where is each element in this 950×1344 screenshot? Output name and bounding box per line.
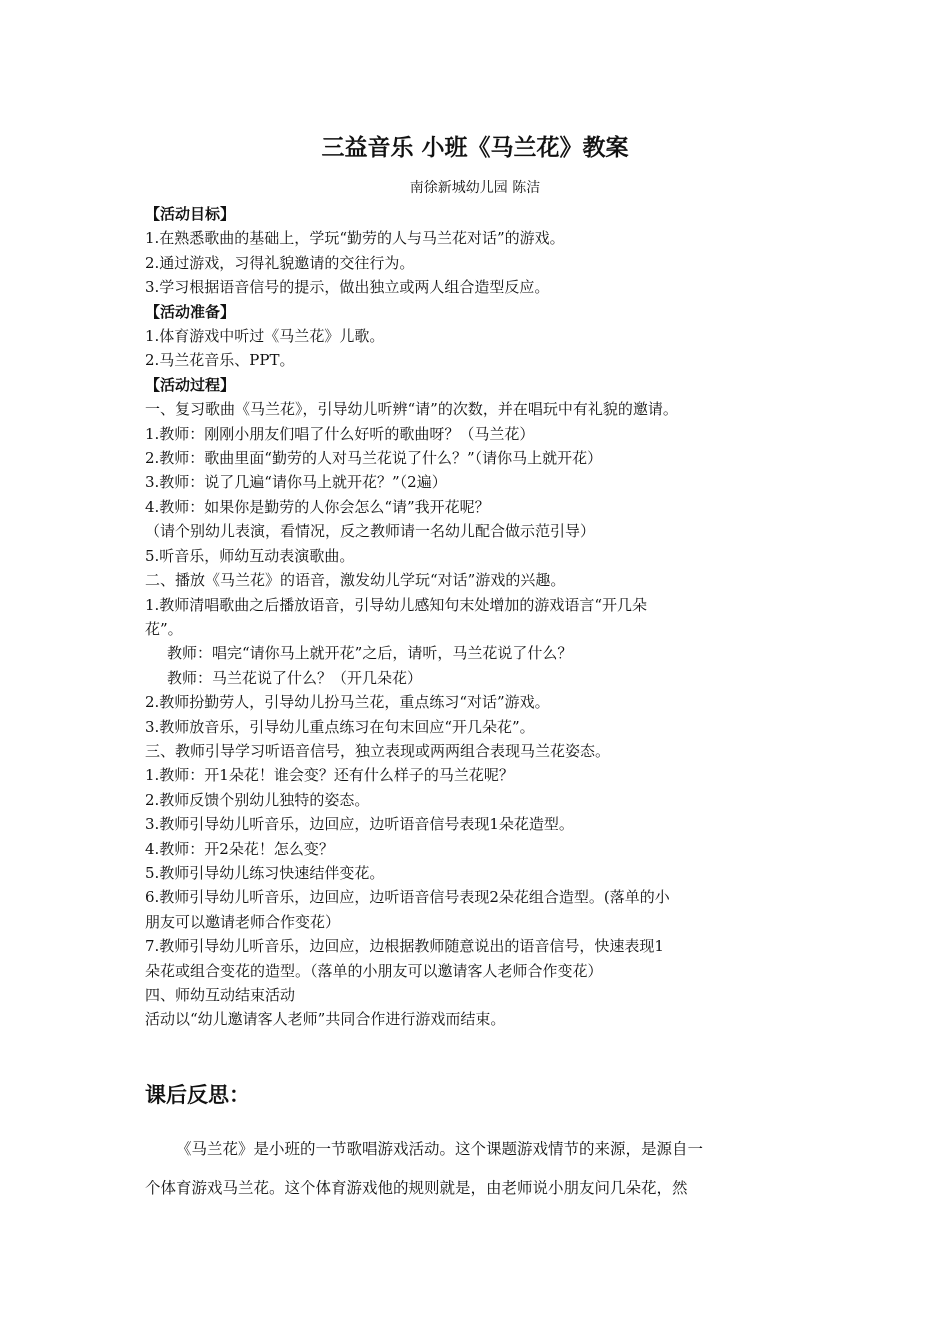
text-line: 2.教师扮勤劳人，引导幼儿扮马兰花，重点练习“对话”游戏。 <box>145 693 550 712</box>
text-line: 四、师幼互动结束活动 <box>145 986 296 1004</box>
text-line: 3.教师引导幼儿听音乐，边回应，边听语音信号表现1朵花造型。 <box>145 815 574 834</box>
text-line: 一、复习歌曲《马兰花》，引导幼儿听辨“请”的次数，并在唱玩中有礼貌的邀请。 <box>145 400 678 419</box>
text-line: 活动以“幼儿邀请客人老师”共同合作进行游戏而结束。 <box>145 1010 506 1029</box>
text-line: 1.教师：刚刚小朋友们唱了什么好听的歌曲呀？（马兰花） <box>145 424 535 443</box>
text-line: 1.教师清唱歌曲之后播放语音，引导幼儿感知句末处增加的游戏语言“开几朵 <box>145 595 647 614</box>
text-line: 1.在熟悉歌曲的基础上，学玩“勤劳的人与马兰花对话”的游戏。 <box>145 229 565 248</box>
section-heading: 【活动过程】 <box>145 375 236 394</box>
document-author: 南徐新城幼儿园 陈洁 <box>409 180 541 196</box>
text-line: 2.马兰花音乐、PPT。 <box>145 351 295 370</box>
text-line: 朋友可以邀请老师合作变花） <box>145 912 341 931</box>
text-line: 2.通过游戏，习得礼貌邀请的交往行为。 <box>145 253 415 272</box>
text-line: 2.教师：歌曲里面“勤劳的人对马兰花说了什么？”（请你马上就开花） <box>145 449 603 468</box>
text-line: 1.体育游戏中听过《马兰花》儿歌。 <box>145 327 385 346</box>
text-line: 教师：马兰花说了什么？（开几朵花） <box>167 668 423 687</box>
text-line: 5.教师引导幼儿练习快速结伴变花。 <box>145 863 385 882</box>
reflection-line: 《马兰花》是小班的一节歌唱游戏活动。这个课题游戏情节的来源，是源自一 <box>176 1140 704 1158</box>
document-title: 三益音乐 小班《马兰花》教案 <box>321 135 629 161</box>
text-line: 花”。 <box>145 619 183 638</box>
text-line: 6.教师引导幼儿听音乐，边回应，边听语音信号表现2朵花组合造型。(落单的小 <box>145 888 670 907</box>
text-line: 5.听音乐，师幼互动表演歌曲。 <box>145 546 355 565</box>
text-line: 三、教师引导学习听语音信号，独立表现或两两组合表现马兰花姿态。 <box>145 741 611 760</box>
text-line: 朵花或组合变花的造型。（落单的小朋友可以邀请客人老师合作变花） <box>145 961 603 980</box>
text-line: 3.学习根据语音信号的提示，做出独立或两人组合造型反应。 <box>145 278 550 297</box>
text-line: 7.教师引导幼儿听音乐，边回应，边根据教师随意说出的语音信号，快速表现1 <box>145 937 664 956</box>
text-line: 二、播放《马兰花》的语音，激发幼儿学玩“对话”游戏的兴趣。 <box>145 571 566 590</box>
text-line: 1.教师：开1朵花！谁会变？还有什么样子的马兰花呢？ <box>145 766 514 785</box>
section-heading: 【活动准备】 <box>145 302 236 321</box>
text-line: 3.教师放音乐，引导幼儿重点练习在句末回应“开几朵花”。 <box>145 717 535 736</box>
text-line: （请个别幼儿表演，看情况，反之教师请一名幼儿配合做示范引导） <box>145 522 596 541</box>
reflection-body <box>145 1130 815 1208</box>
text-line: 4.教师：开2朵花！怎么变？ <box>145 839 334 858</box>
text-line: 3.教师：说了几遍“请你马上就开花？”（2遍） <box>145 473 447 492</box>
reflection-line: 个体育游戏马兰花。这个体育游戏他的规则就是，由老师说小朋友问几朵花，然 <box>145 1179 688 1197</box>
reflection-heading: 课后反思： <box>145 1083 250 1107</box>
lesson-plan-body <box>145 202 815 1032</box>
text-line: 教师：唱完“请你马上就开花”之后，请听，马兰花说了什么？ <box>167 644 573 663</box>
text-line: 4.教师：如果你是勤劳的人你会怎么“请”我开花呢？ <box>145 497 490 516</box>
text-line: 2.教师反馈个别幼儿独特的姿态。 <box>145 790 370 809</box>
section-heading: 【活动目标】 <box>145 205 236 223</box>
